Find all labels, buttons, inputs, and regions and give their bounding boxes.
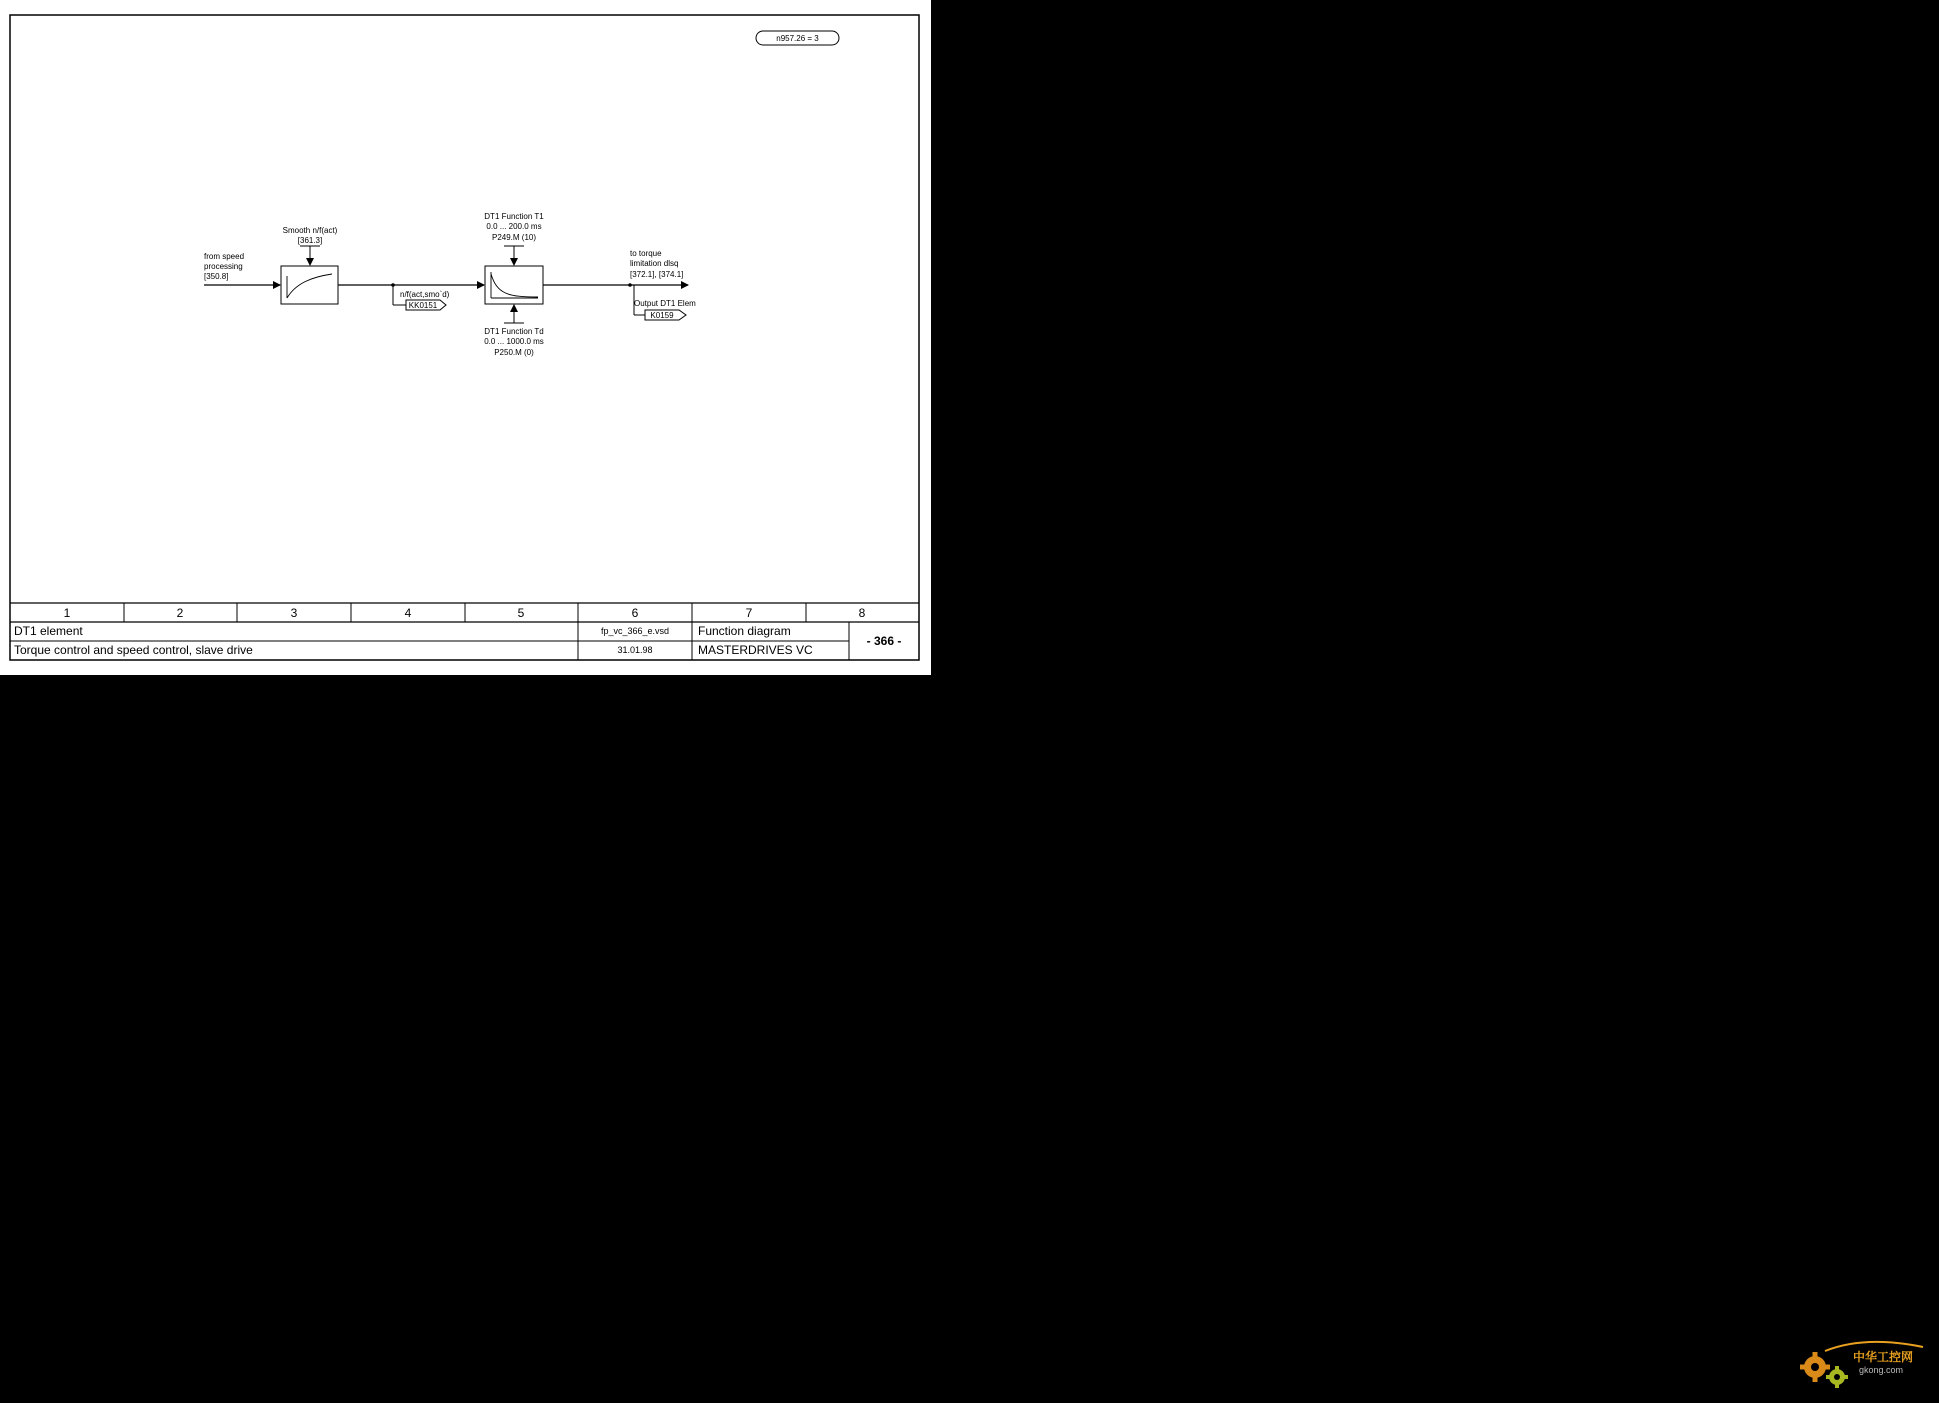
column-number-6: 6 — [631, 606, 639, 620]
sheet-date: 31.01.98 — [617, 645, 653, 655]
dt1-td-label: DT1 Function Td — [484, 327, 544, 336]
column-number-7: 7 — [745, 606, 753, 620]
sheet-title: DT1 element — [14, 624, 83, 638]
sheet-frame — [10, 15, 919, 660]
sheet-subtitle: Torque control and speed control, slave drive — [14, 643, 253, 657]
intermediate-label: n/f(act,smo`d) — [400, 290, 450, 299]
input-source-ref: [350.8] — [204, 272, 229, 281]
junction-dot-2 — [628, 283, 632, 287]
output-target-ref: [372.1], [374.1] — [630, 270, 684, 279]
dt1-t1-param: P249.M (10) — [491, 233, 537, 242]
output-target-line1: to torque — [630, 249, 662, 258]
product-name: MASTERDRIVES VC — [698, 643, 813, 657]
column-number-3: 3 — [290, 606, 298, 620]
output-label: Output DT1 Elem — [634, 299, 696, 308]
smoothing-ref: [361.3] — [297, 236, 323, 245]
watermark-logo — [1795, 1335, 1930, 1393]
column-number-4: 4 — [404, 606, 412, 620]
k0159-connector-label: K0159 — [650, 311, 674, 320]
dt1-t1-range: 0.0 ... 200.0 ms — [486, 222, 542, 231]
input-source-line2: processing — [204, 262, 243, 271]
column-number-8: 8 — [858, 606, 866, 620]
gear-icon — [1800, 1352, 1830, 1382]
param-tag-label: n957.26 = 3 — [776, 34, 819, 43]
kk0151-connector-label: KK0151 — [408, 301, 438, 310]
input-source-line1: from speed — [204, 252, 245, 261]
output-target-line2: limitation dlsq — [630, 259, 679, 268]
page-number: - 366 - — [866, 634, 902, 648]
column-number-2: 2 — [176, 606, 184, 620]
watermark-text: 中华工控网 — [1853, 1350, 1914, 1364]
doc-type: Function diagram — [698, 624, 791, 638]
smoothing-label: Smooth n/f(act) — [282, 226, 338, 235]
column-number-1: 1 — [63, 606, 71, 620]
dt1-td-param: P250.M (0) — [494, 348, 534, 357]
function-diagram-sheet — [0, 0, 931, 675]
diagram-canvas — [0, 0, 931, 675]
sheet-filename: fp_vc_366_e.vsd — [600, 626, 670, 636]
dt1-td-range: 0.0 ... 1000.0 ms — [484, 337, 544, 346]
smoothing-block — [281, 266, 338, 304]
column-number-5: 5 — [517, 606, 525, 620]
watermark-url: gkong.com — [1859, 1365, 1904, 1375]
dt1-t1-label: DT1 Function T1 — [484, 212, 544, 221]
